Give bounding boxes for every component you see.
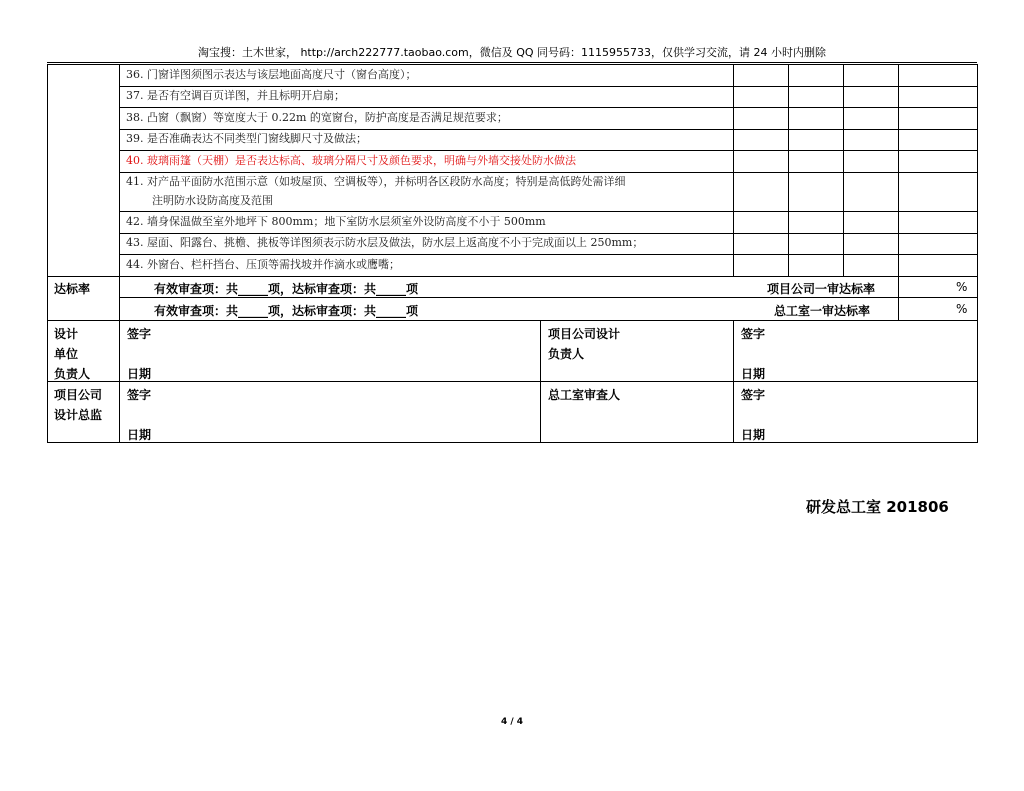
column-divider: [119, 64, 120, 443]
chief-reviewer-label: 总工室审查人: [548, 388, 621, 402]
row-divider: [47, 276, 977, 277]
row-divider: [47, 320, 977, 321]
signature-label: 签字: [741, 327, 766, 341]
header-rule: [47, 62, 977, 63]
table-right-border: [977, 64, 978, 443]
project-design-director-label: 项目公司: [54, 388, 103, 402]
review-item-37: 37. 是否有空调百页详图，并且标明开启扇；: [126, 89, 345, 102]
design-unit-label: 设计: [54, 327, 79, 341]
table-bottom-border: [47, 442, 977, 443]
table-left-border: [47, 64, 48, 443]
signature-label: 签字: [127, 388, 152, 402]
percent-sign: %: [956, 280, 968, 294]
percent-sign: %: [956, 302, 968, 316]
row-divider: [47, 381, 977, 382]
column-divider: [788, 64, 789, 276]
rate-row-1: 有效审查项：共_____项，达标审查项：共_____项: [154, 282, 419, 296]
row-divider: [119, 172, 977, 173]
column-divider: [733, 64, 734, 276]
review-item-36: 36. 门窗详图须图示表达与该层地面高度尺寸（窗台高度）；: [126, 68, 417, 81]
project-first-review-rate-label: 项目公司一审达标率: [767, 282, 876, 296]
row-divider: [119, 129, 977, 130]
header-note: 淘宝搜：土木世家， http://arch222777.taobao.com，微信及 QQ 同号码：1115955733，仅供学习交流，请 24 小时内删除: [197, 46, 827, 59]
row-divider: [119, 254, 977, 255]
row-divider: [119, 86, 977, 87]
row-divider: [119, 107, 977, 108]
review-item-43: 43. 屋面、阳露台、挑檐、挑板等详图须表示防水层及做法，防水层上返高度不小于完成面以上 250mm；: [126, 236, 644, 249]
footer-organization: 研发总工室 201806: [806, 498, 949, 516]
signature-label: 签字: [741, 388, 766, 402]
column-divider: [733, 320, 734, 443]
row-divider: [119, 150, 977, 151]
review-item-42: 42. 墙身保温做至室外地坪下 800mm；地下室防水层须室外设防高度不小于 500mm: [126, 215, 546, 228]
date-label: 日期: [127, 367, 152, 381]
table-top-border: [47, 64, 977, 65]
column-divider: [898, 64, 899, 320]
date-label: 日期: [741, 428, 766, 442]
review-item-38: 38. 凸窗（飘窗）等宽度大于 0.22m 的宽窗台，防护高度是否满足规范要求；: [126, 111, 508, 124]
review-item-41-continued: 注明防水设防高度及范围: [152, 194, 273, 207]
rate-label: 达标率: [54, 282, 91, 296]
project-design-lead-label: 项目公司设计: [548, 327, 621, 341]
review-item-39: 39. 是否准确表达不同类型门窗线脚尺寸及做法；: [126, 132, 367, 145]
review-item-41: 41. 对产品平面防水范围示意（如坡屋顶、空调板等），并标明各区段防水高度；特别是高低跨处需详细: [126, 175, 626, 188]
date-label: 日期: [127, 428, 152, 442]
project-design-director-label: 设计总监: [54, 408, 103, 422]
row-divider: [119, 297, 977, 298]
signature-label: 签字: [127, 327, 152, 341]
project-design-lead-label: 负责人: [548, 347, 585, 361]
page-number: 4 / 4: [500, 717, 524, 727]
date-label: 日期: [741, 367, 766, 381]
column-divider: [843, 64, 844, 276]
design-unit-label: 单位: [54, 347, 79, 361]
rate-row-2: 有效审查项：共_____项，达标审查项：共_____项: [154, 304, 419, 318]
column-divider: [540, 320, 541, 443]
row-divider: [119, 211, 977, 212]
review-item-40: 40. 玻璃雨篷（天棚）是否表达标高、玻璃分隔尺寸及颜色要求，明确与外墙交接处防水做法: [126, 154, 576, 167]
row-divider: [119, 233, 977, 234]
review-item-44: 44. 外窗台、栏杆挡台、压顶等需找坡并作滴水或鹰嘴；: [126, 258, 400, 271]
design-unit-label: 负责人: [54, 367, 91, 381]
chief-first-review-rate-label: 总工室一审达标率: [774, 304, 871, 318]
